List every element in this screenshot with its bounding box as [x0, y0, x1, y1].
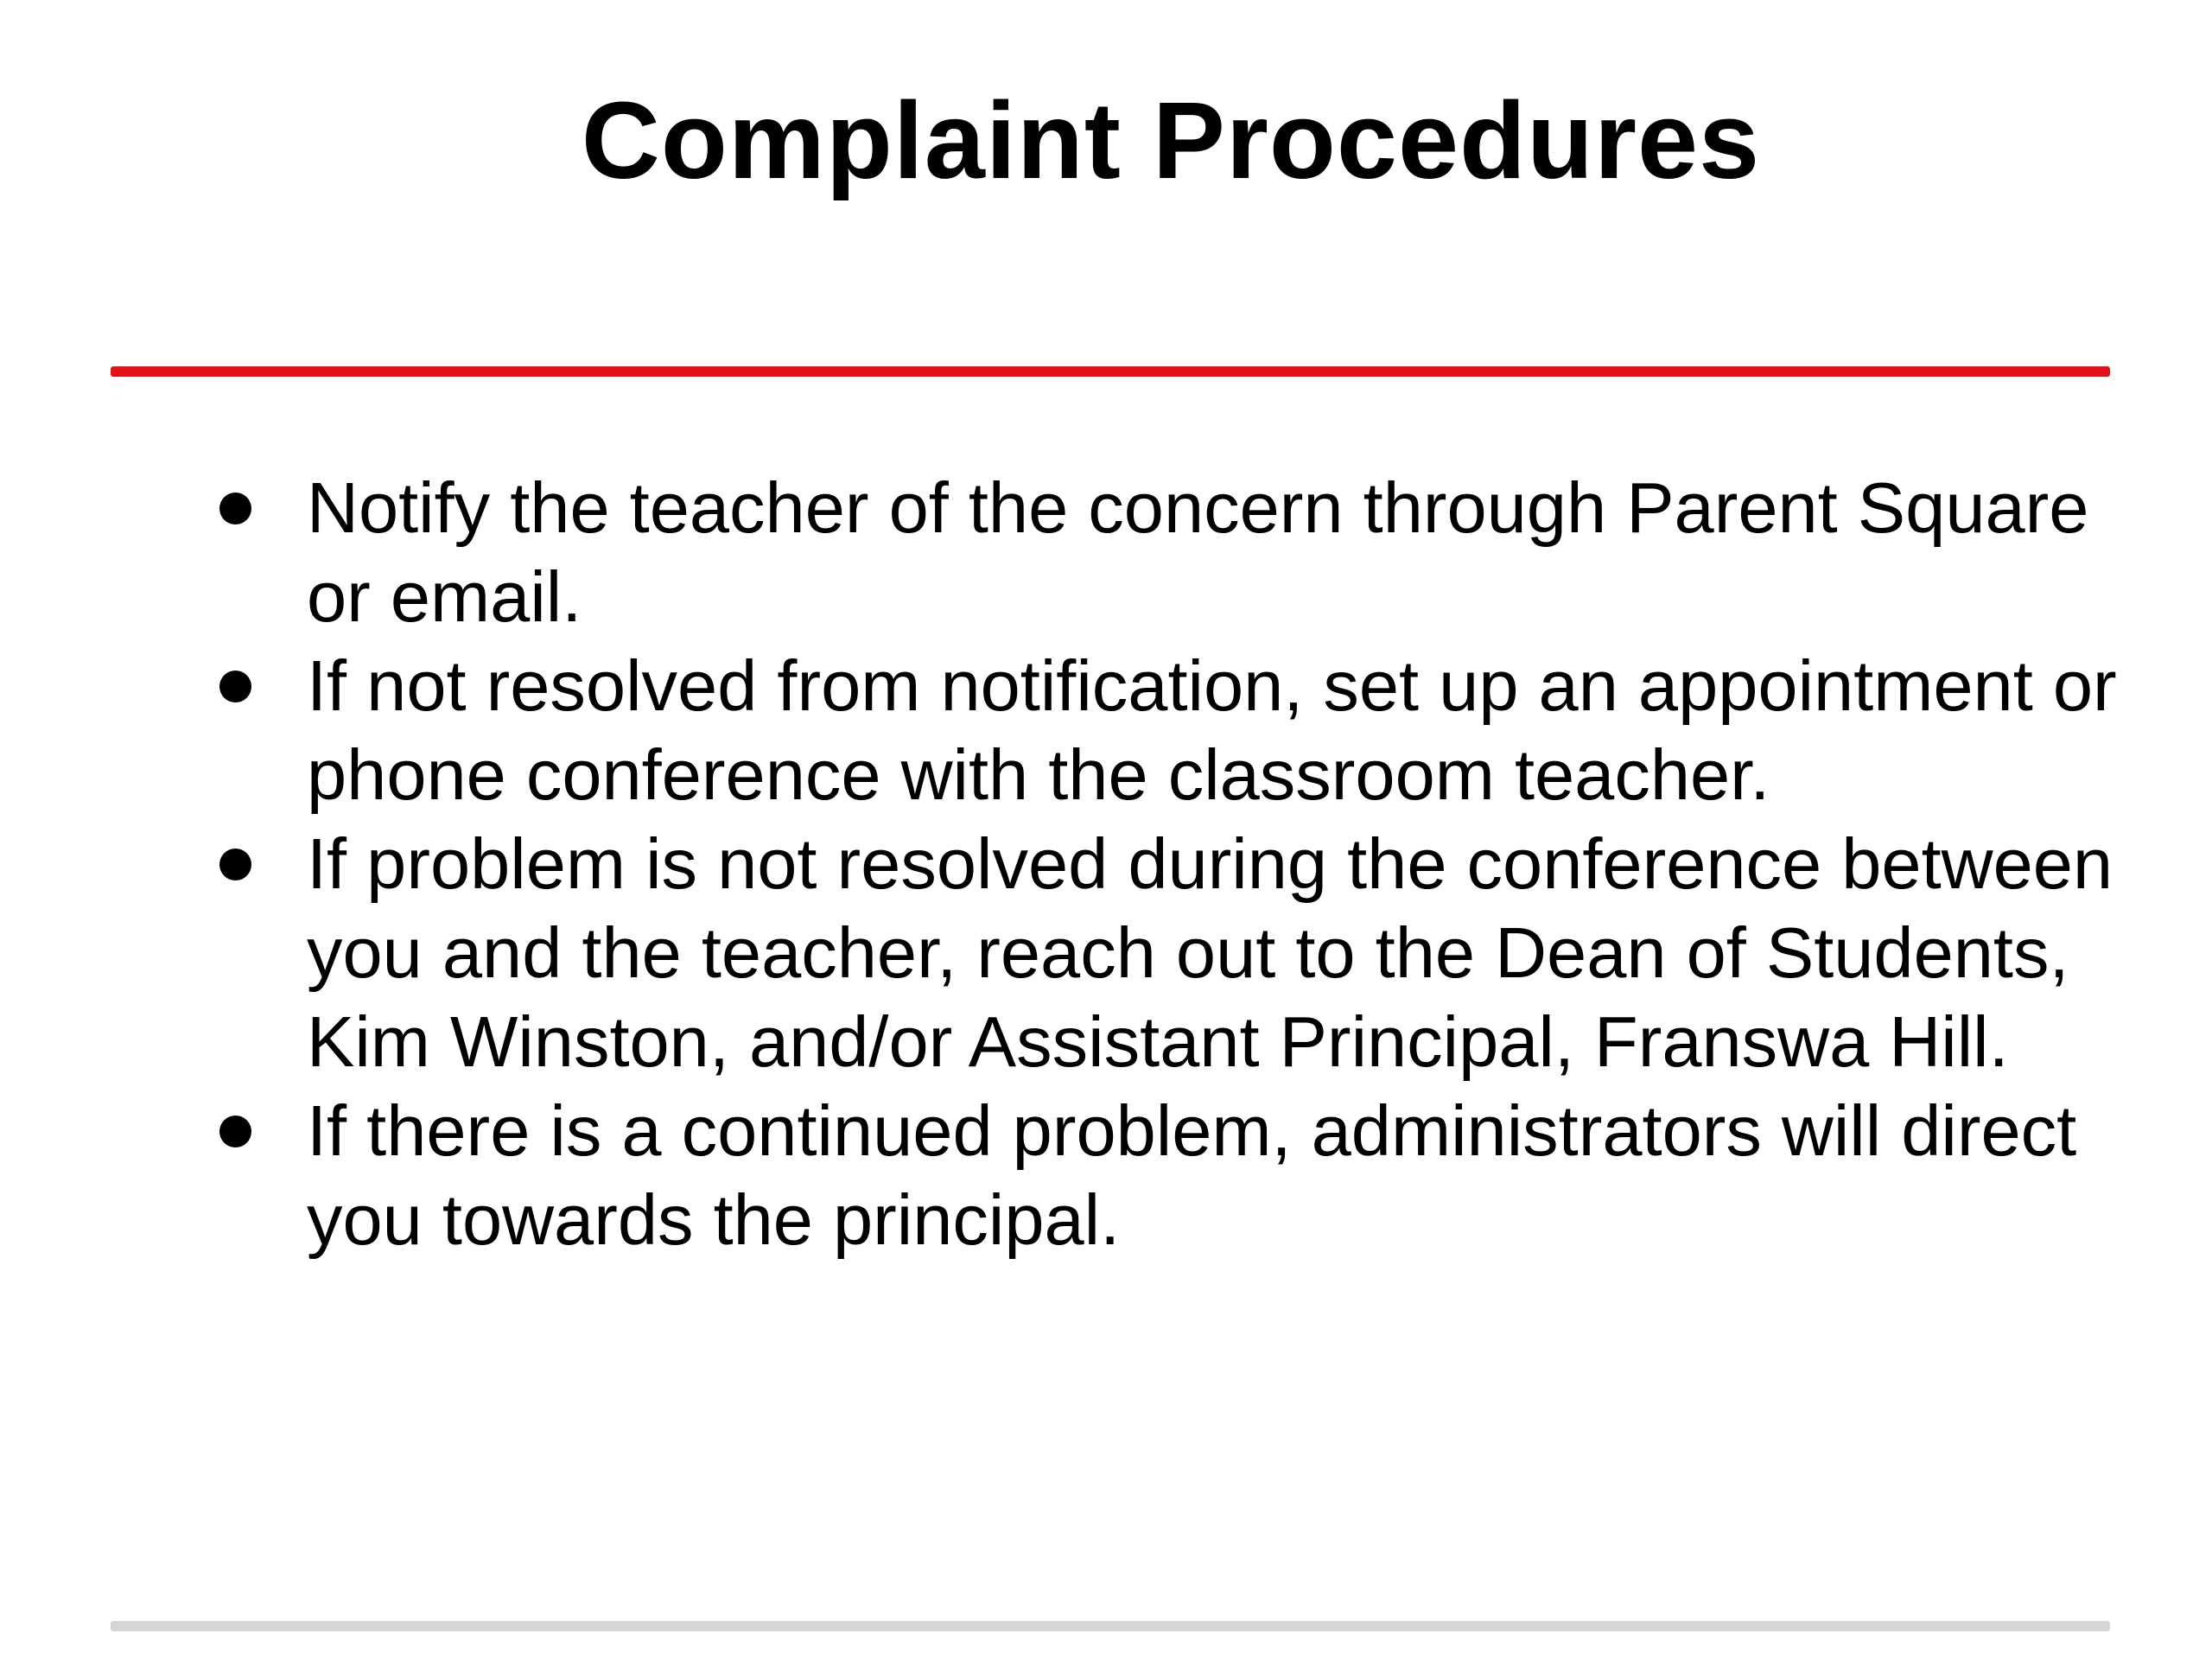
footer-divider: [111, 1621, 2110, 1631]
bullet-dot-icon: [219, 1116, 251, 1147]
procedure-bullet-list: [216, 463, 2126, 1264]
bullet-text: If not resolved from notification, set up an appointment or phone conference with the classroom teacher.: [307, 645, 2117, 815]
bullet-text: If problem is not resolved during the conference between you and the teacher, reach out to the Dean of Students, Kim Winston, and/or Assistant Principal, Franswa Hill.: [307, 823, 2113, 1082]
bullet-text: If there is a continued problem, administrators will direct you towards the principal.: [307, 1090, 2077, 1260]
bullet-item-principal: [216, 1086, 2126, 1264]
bullet-item-contact-administrators: [216, 819, 2126, 1086]
title-underline-divider: [111, 366, 2110, 377]
bullet-item-notify-teacher: [216, 463, 2126, 641]
bullet-dot-icon: [219, 493, 251, 524]
bullet-dot-icon: [219, 849, 251, 880]
slide-title: Complaint Procedures: [581, 79, 1761, 201]
bullet-text: Notify the teacher of the concern through Parent Square or email.: [307, 467, 2089, 637]
bullet-dot-icon: [219, 671, 251, 702]
bullet-item-set-appointment: [216, 641, 2126, 819]
